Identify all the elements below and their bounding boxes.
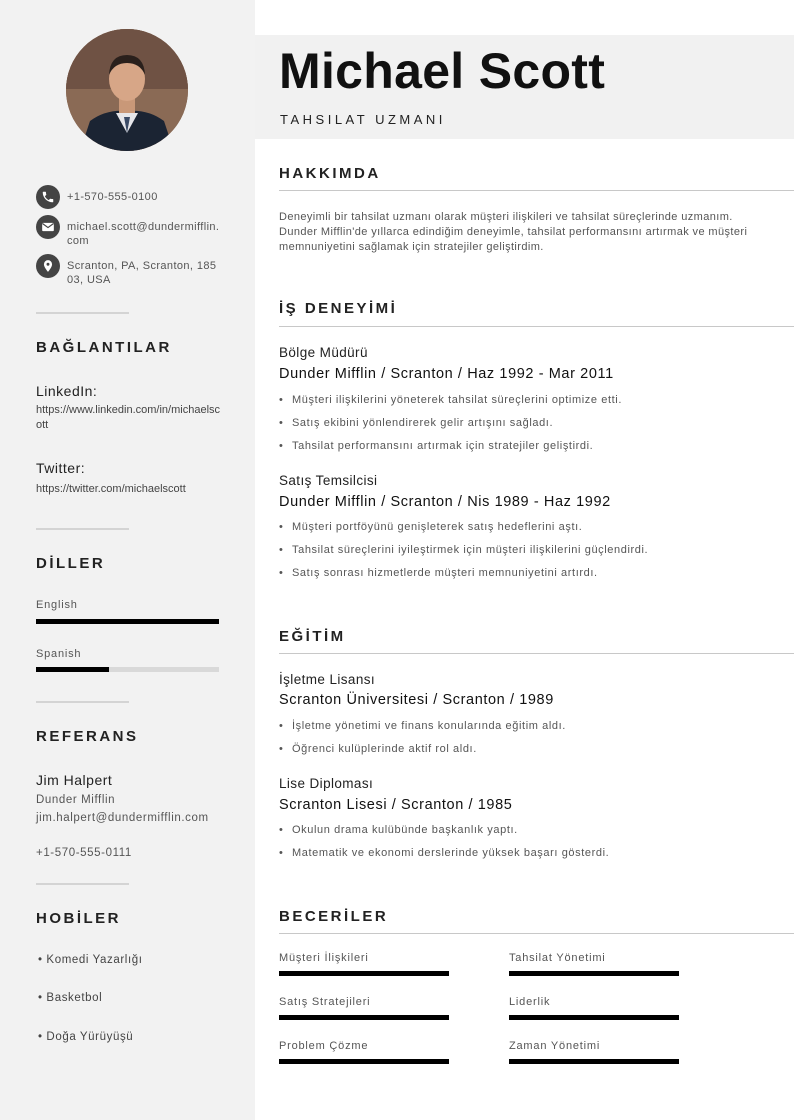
reference-email[interactable]: jim.halpert@dundermifflin.com	[36, 812, 209, 824]
bullet-item: • İşletme yönetimi ve finans konularında eğitim aldı.	[279, 719, 566, 742]
twitter-label: Twitter:	[36, 460, 86, 476]
envelope-icon	[36, 215, 60, 239]
experience-heading: İŞ DENEYİMİ	[279, 300, 398, 317]
section-divider	[279, 190, 794, 191]
job-bullets	[279, 393, 622, 462]
skill-name: Zaman Yönetimi	[509, 1040, 601, 1052]
job-role: Satış Temsilcisi	[279, 473, 378, 488]
bullet-item: • Tahsilat süreçlerini iyileştirmek için müşteri ilişkilerini güçlendirdi.	[279, 543, 648, 566]
twitter-link[interactable]: https://twitter.com/michaelscott	[36, 483, 186, 495]
job-bullets	[279, 520, 648, 589]
reference-phone: +1-570-555-0111	[36, 847, 132, 859]
skill-bar	[509, 1015, 679, 1020]
bullet-item: • Tahsilat performansını artırmak için stratejiler geliştirdi.	[279, 439, 622, 462]
job-title: TAHSILAT UZMANI	[280, 112, 446, 127]
education-bullets	[279, 823, 609, 869]
skill-bar	[279, 1015, 449, 1020]
about-text: Deneyimli bir tahsilat uzmanı olarak müşteri ilişkileri ve tahsilat süreçlerinde uzmanım. Dunder Mifflin'de yıllarca edindiğim deneyimle, tahsilat performansını artırmak ve müşteri memnuniyetini sağlamak için stratejiler geliştirdim.	[279, 211, 748, 253]
job-org: Dunder Mifflin / Scranton / Haz 1992 - Mar 2011	[279, 366, 614, 382]
bullet-item: • Öğrenci kulüplerinde aktif rol aldı.	[279, 742, 566, 765]
contact-email	[36, 215, 222, 248]
sidebar-divider	[36, 312, 129, 314]
section-divider	[279, 933, 794, 934]
profile-photo	[66, 29, 188, 151]
section-divider	[279, 326, 794, 327]
phone-text: +1-570-555-0100	[67, 191, 158, 203]
bullet-item: • Satış sonrası hizmetlerde müşteri memnuniyetini artırdı.	[279, 566, 648, 589]
phone-icon	[36, 185, 60, 209]
language-level-bar	[36, 667, 219, 672]
candidate-name: Michael Scott	[279, 43, 606, 99]
languages-heading: DİLLER	[36, 555, 106, 572]
skill-name: Tahsilat Yönetimi	[509, 952, 606, 964]
language-level-bar	[36, 619, 219, 624]
reference-name: Jim Halpert	[36, 772, 113, 788]
skill-bar	[509, 1059, 679, 1064]
bullet-item: • Matematik ve ekonomi derslerinde yüksek başarı gösterdi.	[279, 846, 609, 869]
address-text: Scranton, PA, Scranton, 18503, USA	[67, 260, 217, 286]
reference-heading: REFERANS	[36, 728, 139, 745]
sidebar-divider	[36, 528, 129, 530]
person-portrait-icon	[66, 29, 188, 151]
skill-name: Problem Çözme	[279, 1040, 369, 1052]
education-degree: Lise Diploması	[279, 776, 374, 791]
hobby-label: Doğa Yürüyüşü	[46, 1031, 134, 1043]
email-text[interactable]: michael.scott@dundermifflin.com	[67, 221, 220, 247]
hobbies-heading: HOBİLER	[36, 910, 121, 927]
skill-name: Müşteri İlişkileri	[279, 952, 369, 964]
education-org: Scranton Üniversitesi / Scranton / 1989	[279, 692, 554, 708]
language-name: English	[36, 599, 78, 611]
skill-name: Liderlik	[509, 996, 551, 1008]
job-org: Dunder Mifflin / Scranton / Nis 1989 - Haz 1992	[279, 494, 611, 510]
job-role: Bölge Müdürü	[279, 345, 368, 360]
sidebar-divider	[36, 883, 129, 885]
bullet-item: • Satış ekibini yönlendirerek gelir artışını sağladı.	[279, 416, 622, 439]
map-pin-icon	[36, 254, 60, 278]
skill-bar	[279, 1059, 449, 1064]
language-level-fill	[36, 667, 109, 672]
skills-heading: BECERİLER	[279, 908, 389, 925]
hobby-label: Basketbol	[46, 992, 103, 1004]
bullet-item: • Müşteri portföyünü genişleterek satış hedeflerini aştı.	[279, 520, 648, 543]
education-heading: EĞİTİM	[279, 628, 346, 645]
skill-bar	[509, 971, 679, 976]
hobby-item: • Basketbol	[38, 992, 103, 1004]
hobby-item: • Doğa Yürüyüşü	[38, 1031, 134, 1043]
contact-address	[36, 254, 222, 287]
skill-name: Satış Stratejileri	[279, 996, 371, 1008]
hobby-item: • Komedi Yazarlığı	[38, 954, 143, 966]
about-heading: HAKKIMDA	[279, 165, 381, 182]
hobby-label: Komedi Yazarlığı	[46, 954, 143, 966]
education-org: Scranton Lisesi / Scranton / 1985	[279, 797, 513, 813]
links-heading: BAĞLANTILAR	[36, 339, 172, 356]
linkedin-label: LinkedIn:	[36, 383, 98, 399]
bullet-item: • Okulun drama kulübünde başkanlık yaptı.	[279, 823, 609, 846]
bullet-item: • Müşteri ilişkilerini yöneterek tahsilat süreçlerini optimize etti.	[279, 393, 622, 416]
section-divider	[279, 653, 794, 654]
language-name: Spanish	[36, 648, 82, 660]
linkedin-link[interactable]: https://www.linkedin.com/in/michaelscott	[36, 404, 221, 431]
skill-bar	[279, 971, 449, 976]
education-bullets	[279, 719, 566, 765]
education-degree: İşletme Lisansı	[279, 672, 376, 687]
sidebar-divider	[36, 701, 129, 703]
language-level-fill	[36, 619, 219, 624]
contact-phone	[36, 185, 222, 209]
reference-company: Dunder Mifflin	[36, 794, 116, 806]
